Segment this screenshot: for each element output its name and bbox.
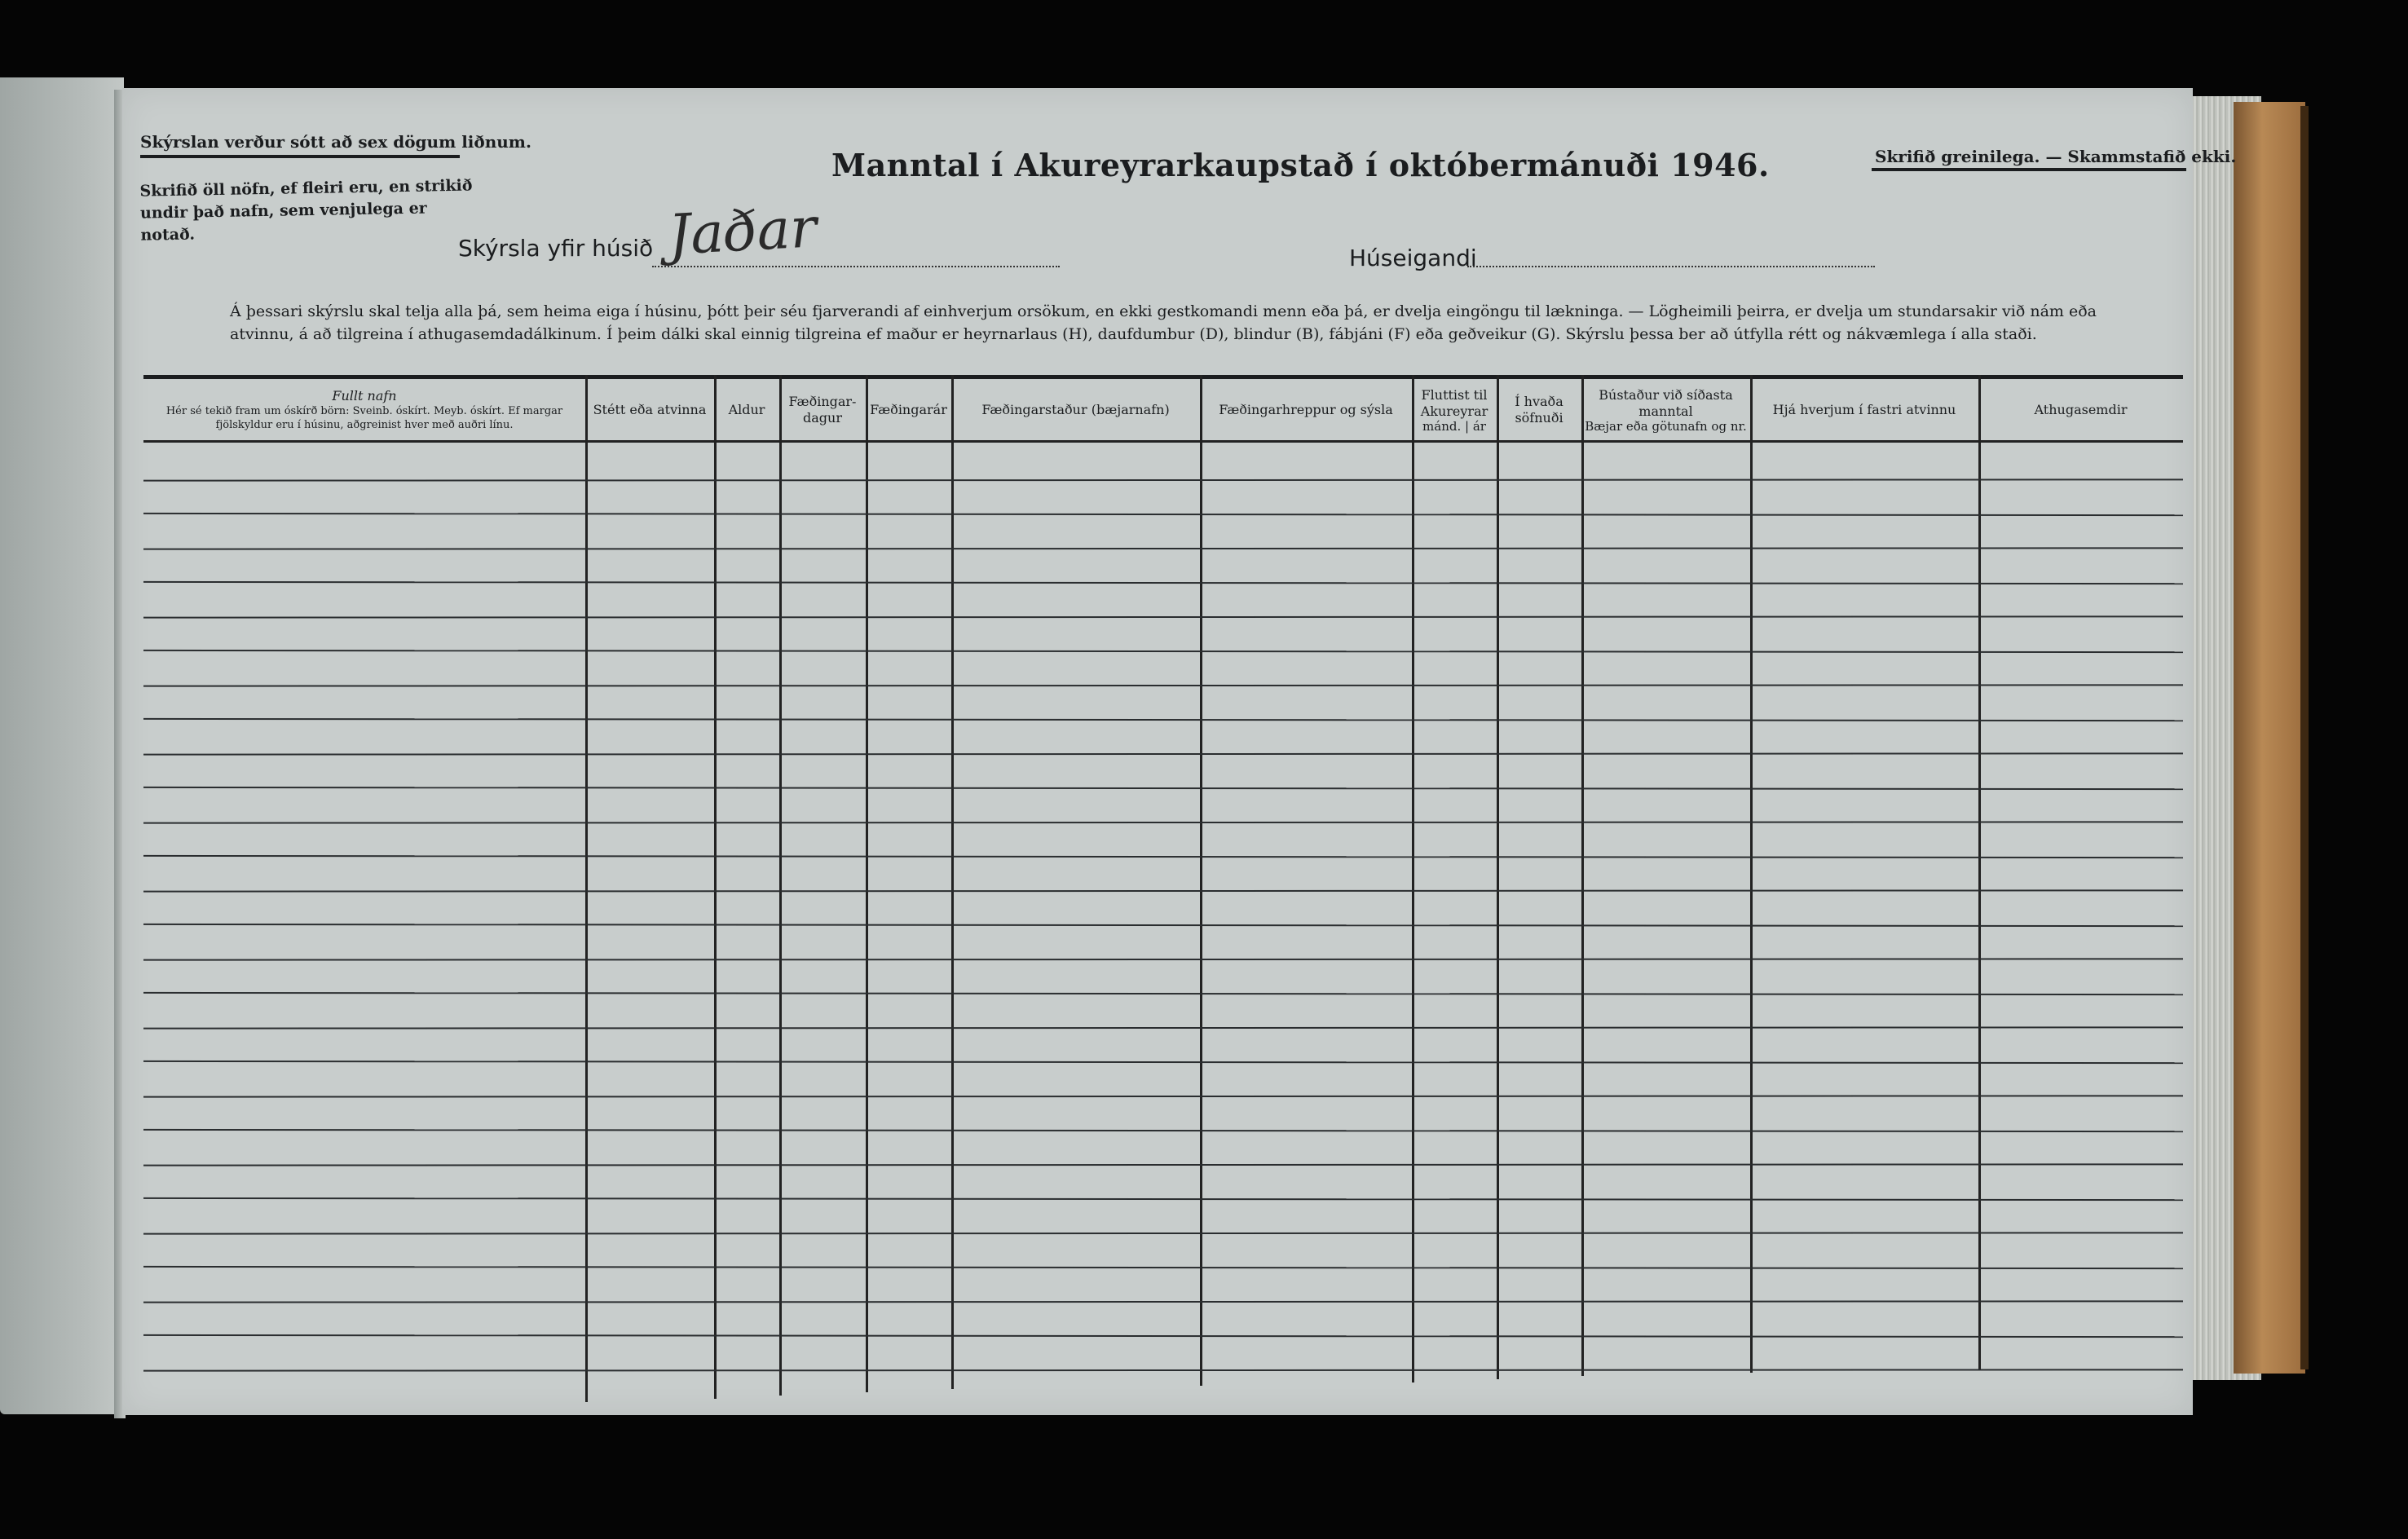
column-divider bbox=[585, 375, 588, 1402]
column-header-label: Bústaður við síðasta manntal bbox=[1599, 386, 1733, 419]
column-header-11 bbox=[1982, 381, 2180, 439]
left-notice-underline bbox=[140, 155, 460, 158]
column-divider bbox=[951, 375, 954, 1389]
column-header-label: Fæðingarstaður (bæjarnafn) bbox=[981, 402, 1170, 417]
column-header-5 bbox=[955, 381, 1197, 439]
column-header-0 bbox=[147, 381, 582, 439]
column-header-label: Fæðingarhreppur og sýsla bbox=[1219, 402, 1393, 417]
column-divider bbox=[779, 375, 782, 1396]
right-notice-underline bbox=[1872, 168, 2186, 171]
column-divider bbox=[1978, 375, 1981, 1369]
column-divider bbox=[866, 375, 868, 1392]
column-divider bbox=[714, 375, 717, 1399]
table-top-rule bbox=[143, 375, 2183, 379]
column-header-label: Í hvaða söfnuði bbox=[1515, 394, 1563, 426]
column-header-label: Aldur bbox=[728, 402, 765, 417]
page-title: Manntal í Akureyrarkaupstað í októbermánuði 1946. bbox=[831, 147, 1770, 183]
column-header-label: Hjá hverjum í fastri atvinnu bbox=[1772, 402, 1956, 417]
column-header-sub: Hér sé tekið fram um óskírð börn: Sveinb. óskírt. Meyb. óskírt. Ef margar fjölskyldur eru í húsinu, aðgreinist hver með auðri línu. bbox=[165, 405, 563, 431]
column-header-6 bbox=[1203, 381, 1409, 439]
left-notice: Skýrslan verður sótt að sex dögum liðnum. bbox=[140, 132, 531, 152]
column-divider bbox=[1581, 375, 1584, 1376]
left-note: Skrifið öll nöfn, ef fleiri eru, en strikið undir það nafn, sem venjulega er notað. bbox=[139, 176, 473, 245]
house-dotted-line bbox=[652, 266, 1060, 267]
column-header-sub: mánd. | ár bbox=[1422, 418, 1486, 434]
column-header-3 bbox=[783, 381, 862, 439]
column-divider bbox=[1750, 375, 1753, 1373]
column-header-9 bbox=[1585, 381, 1747, 439]
book-cover-edge bbox=[2300, 106, 2309, 1369]
column-header-label: Stétt eða atvinna bbox=[593, 402, 707, 417]
house-label: Skýrsla yfir húsið bbox=[458, 235, 654, 262]
right-notice: Skrifið greinilega. — Skammstafið ekki. bbox=[1875, 147, 2237, 166]
owner-label: Húseigandi bbox=[1349, 245, 1477, 271]
column-header-label: Fæðingar-dagur bbox=[788, 394, 857, 426]
column-divider bbox=[1412, 375, 1414, 1382]
column-header-label: Athugasemdir bbox=[2034, 402, 2128, 417]
book-cover bbox=[2234, 102, 2305, 1374]
column-header-4 bbox=[869, 381, 948, 439]
house-handwritten-value[interactable]: Jaðar bbox=[667, 196, 818, 268]
column-header-label: Fæðingarár bbox=[870, 402, 947, 417]
table-header-rule bbox=[143, 440, 2183, 443]
form-page bbox=[122, 88, 2193, 1415]
column-header-label: Fluttist til Akureyrar bbox=[1420, 386, 1488, 419]
column-header-sub: Bæjar eða götunafn og nr. bbox=[1585, 418, 1747, 434]
instructions-text: Á þessari skýrslu skal telja alla þá, sem heima eiga í húsinu, þótt þeir séu fjarverandi af einhverjum orsökum, en ekki gestkomandi menn eða þá, er dvelja eingöngu til lækninga. — Lögheimili þeirra, er dvelja um stundarsakir við nám eða atvinnu, á að tilgreina í athugasemdadálkinum. Í þeim dálki skal einnig tilgreina ef maður er heyrnarlaus (H), daufdumbur (D), blindur (B), fábjáni (F) eða geðveikur (G). Skýrslu þessa ber að útfylla rétt og nákvæmlega í alla staði. bbox=[230, 302, 2097, 343]
left-page-edge bbox=[0, 77, 124, 1414]
column-header-10 bbox=[1753, 381, 1975, 439]
column-header-8 bbox=[1500, 381, 1578, 439]
owner-dotted-line[interactable] bbox=[1467, 266, 1875, 267]
column-header-label: Fullt nafn bbox=[332, 388, 397, 403]
column-header-2 bbox=[717, 381, 776, 439]
column-divider bbox=[1497, 375, 1499, 1379]
column-header-1 bbox=[589, 381, 711, 439]
column-divider bbox=[1200, 375, 1202, 1386]
column-header-7 bbox=[1415, 381, 1493, 439]
